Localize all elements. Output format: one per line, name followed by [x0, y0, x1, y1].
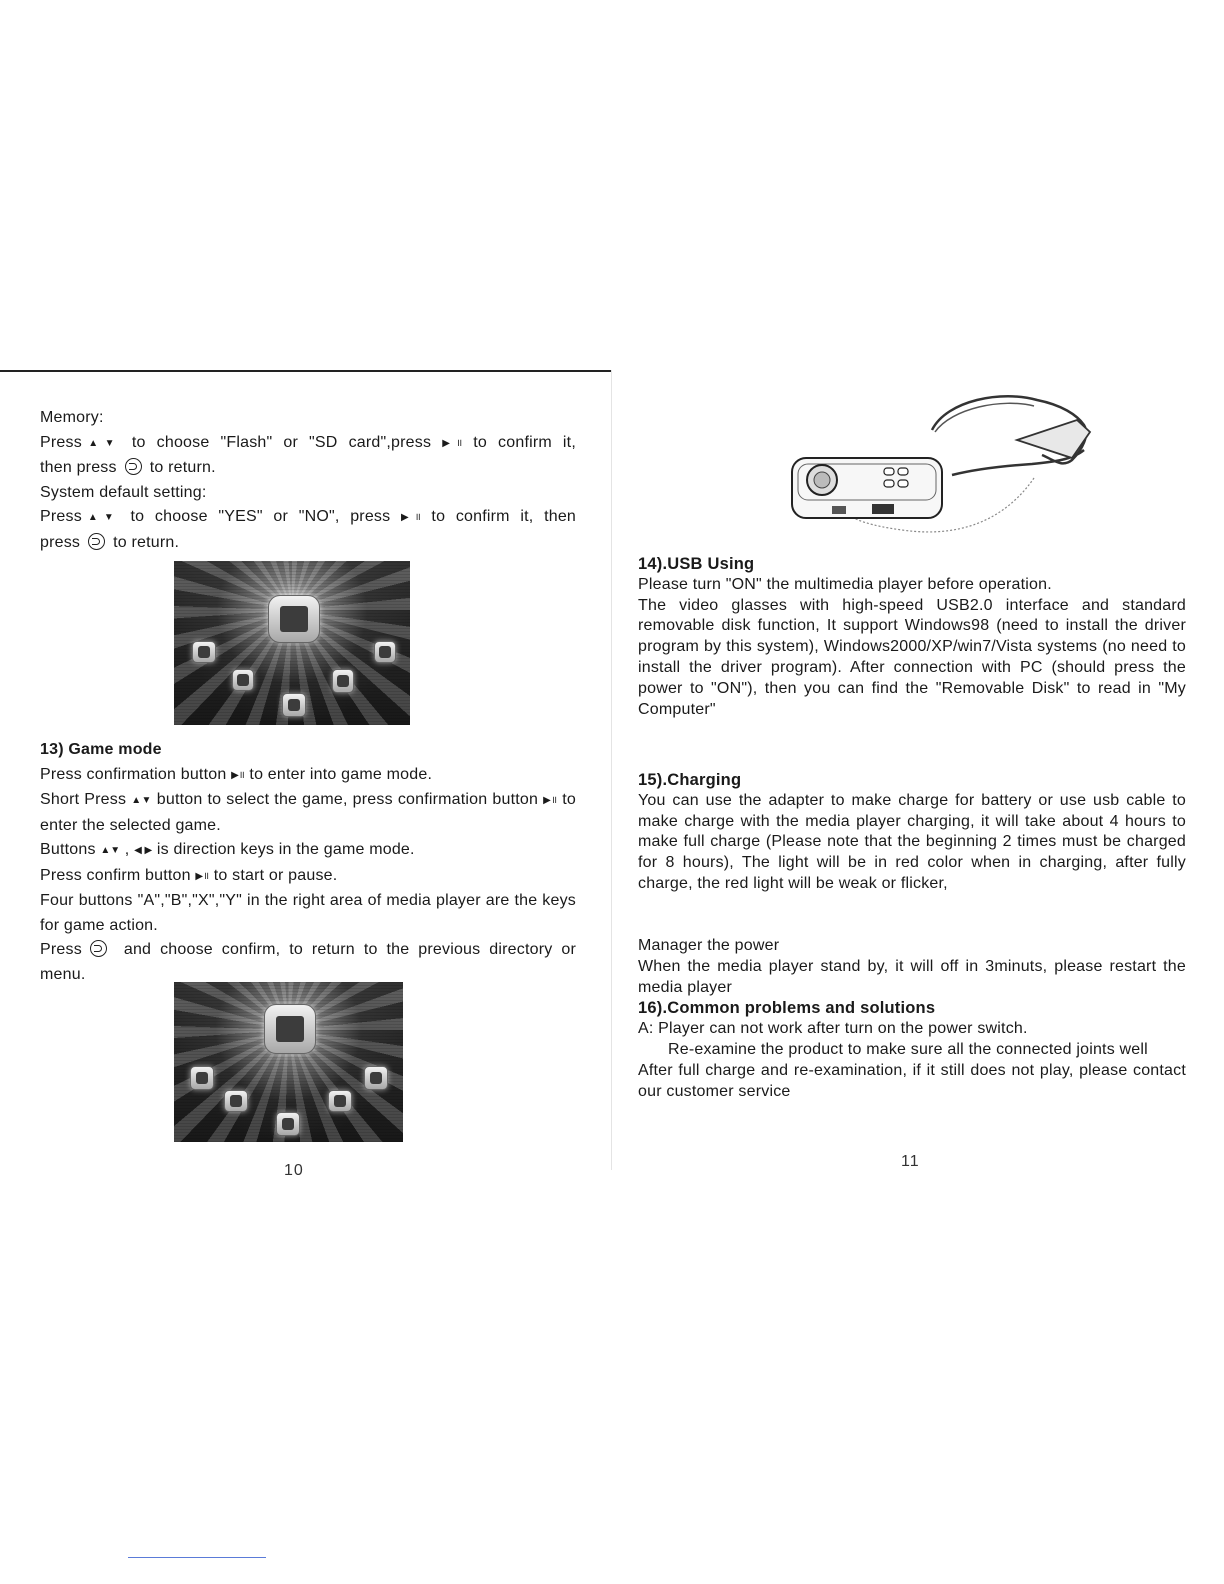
game-p3: Buttons ▲▼ , ◀ ▶ is direction keys in the game mode. [40, 841, 415, 858]
top-rule [0, 370, 612, 372]
up-down-arrows-icon: ▲▼ [100, 845, 121, 856]
problems-a: A: Player can not work after turn on the power switch. [638, 1020, 1028, 1038]
music-icon [190, 1066, 214, 1090]
memory-section [40, 406, 576, 555]
page-number: 10 [284, 1162, 304, 1179]
video-glasses-illustration [772, 380, 1112, 552]
settings-icon [328, 1090, 352, 1112]
photo-icon [224, 1090, 248, 1112]
settings-menu-screenshot [174, 561, 410, 725]
up-down-arrows-icon: ▲▼ [81, 437, 121, 449]
game-controller-icon [264, 1004, 316, 1054]
system-line-2: press to return. [40, 533, 180, 551]
clock-icon [374, 641, 396, 663]
usb-heading: 14).USB Using [638, 555, 755, 573]
power-p1: When the media player stand by, it will off in 3minuts, please restart the media player [638, 957, 1186, 996]
game-p6: Press and choose confirm, to return to the previous directory or menu. [40, 941, 576, 983]
game-p4: Press confirm button ▶॥ to start or pause. [40, 866, 338, 884]
play-pause-icon: ▶॥ [401, 512, 421, 523]
memory-line-2: then press to return. [40, 459, 216, 476]
tools-icon [282, 693, 306, 717]
game-icon [232, 669, 254, 691]
system-heading: System default setting: [40, 483, 207, 501]
left-right-arrows-icon: ◀ ▶ [134, 845, 153, 856]
problems-a3: After full charge and re-examination, if it still does not play, please contact our customer service [638, 1061, 1186, 1100]
usb-p2: The video glasses with high-speed USB2.0 interface and standard removable disk function, It support Windows98 (need to install the driver program by this system), Windows2000/XP/win7/Vista systems (no need to install the driver program). After connection with PC (should press the power to "ON"), then you can find the "Removable Disk" to read in "My Computer" [638, 596, 1186, 718]
return-button-icon [125, 458, 142, 475]
game-menu-screenshot [174, 982, 403, 1142]
usb-section [638, 554, 1186, 720]
problems-heading: 16).Common problems and solutions [638, 999, 936, 1018]
usb-p1: Please turn "ON" the multimedia player before operation. [638, 575, 1052, 593]
page-number: 11 [901, 1153, 920, 1170]
game-p5: Four buttons "A","B","X","Y" in the right area of media player are the keys for game action. [40, 892, 576, 934]
power-section [638, 936, 1186, 1102]
game-p2: Short Press ▲▼ button to select the game, press confirmation button ▶॥ to enter the selected game. [40, 791, 576, 834]
problems-a2: Re-examine the product to make sure all the connected joints well [668, 1040, 1148, 1058]
play-pause-icon: ▶॥ [195, 870, 210, 882]
game-mode-section [40, 738, 576, 987]
bottom-line [128, 1557, 266, 1558]
charging-p1: You can use the adapter to make charge for battery or use usb cable to make charge with the media player charging, it will take about 4 hours to make full charge (Please note that the beginning 2 times must be charged for 8 hours), The light will be in red color when in charging, after fully charge, the red light will be weak or flicker, [638, 791, 1186, 892]
calendar-icon [332, 669, 354, 693]
game-mode-heading: 13) Game mode [40, 741, 162, 758]
play-pause-icon: ▶॥ [231, 769, 245, 781]
photo-icon [192, 641, 216, 663]
power-heading: Manager the power [638, 937, 780, 954]
up-down-arrows-icon: ▲▼ [131, 795, 152, 806]
calendar-icon [364, 1066, 388, 1090]
return-button-icon [90, 940, 107, 957]
charging-heading: 15).Charging [638, 771, 742, 789]
return-button-icon [88, 533, 105, 550]
charging-section [638, 770, 1186, 895]
memory-heading: Memory: [40, 409, 104, 426]
play-pause-icon: ▶॥ [543, 795, 558, 806]
up-down-arrows-icon: ▲▼ [81, 512, 120, 523]
settings-gear-icon [268, 595, 320, 643]
game-p1: Press confirmation button ▶॥ to enter into game mode. [40, 765, 433, 783]
right-page [612, 0, 1224, 1584]
memory-line-1: Press▲▼ to choose "Flash" or "SD card",press ▶॥ to confirm it, [40, 433, 576, 451]
play-pause-icon: ▶॥ [442, 437, 463, 449]
game-icon [276, 1112, 300, 1136]
system-line-1: Press▲▼ to choose "YES" or "NO", press ▶॥ to confirm it, then [40, 508, 577, 525]
